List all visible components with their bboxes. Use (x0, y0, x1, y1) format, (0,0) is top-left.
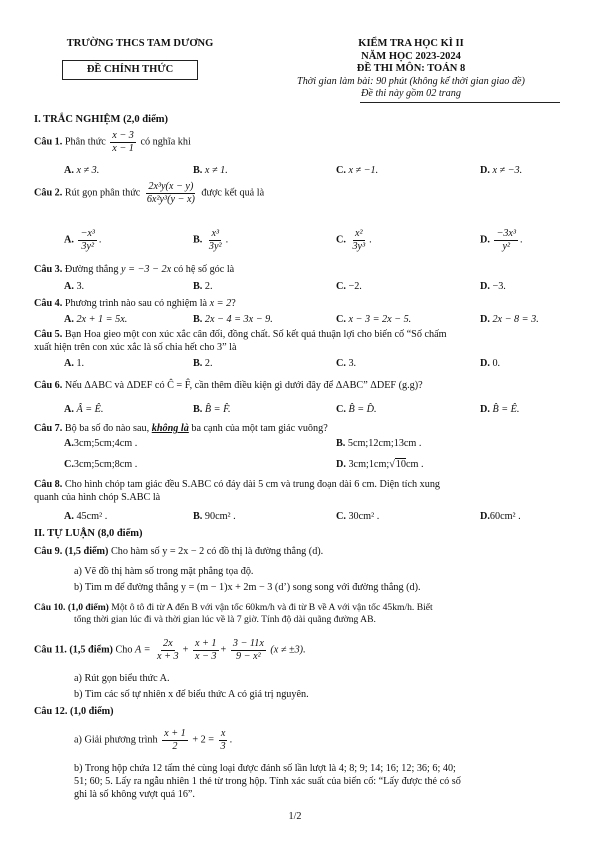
q12-fraction-left: $\frac{x + 1}{2}$ (164, 728, 186, 752)
q3-option-c: C. −2. (336, 281, 362, 292)
q11-lhs: A = (135, 644, 151, 656)
question-1 (34, 130, 191, 154)
q12-label: Câu 12. (1,0 điểm) (34, 706, 114, 717)
q11-part-b: b) Tìm các số tự nhiên x để biểu thức A có giá trị nguyên. (74, 689, 309, 700)
q6-option-a: A. Â = Ê. (64, 404, 104, 415)
q10-text-line2: tổng thời gian lúc đi và thời gian lúc về là 7 giờ. Tính độ dài quãng đường AB. (74, 614, 376, 625)
q11-fraction-1: $\frac{2x}{x + 3}$ (157, 638, 179, 662)
q1-fraction (110, 130, 136, 154)
question-9 (34, 546, 323, 557)
page-number: 1/2 (288, 811, 302, 822)
q11-fraction-2: $\frac{x + 1}{x - 3}$ (194, 638, 217, 662)
question-4 (34, 298, 236, 309)
question-11: Câu 11. (1,5 điểm) Cho A = $\frac{2x}{x + 3}$ + $\frac{x + 1}{x - 3}$ + $\frac{3 - 11x}{\text{9 − x²}}$ (x ≠ ±3). (34, 638, 306, 662)
q12-part-b-line3: ghi là số không vượt quá 16”. (74, 789, 195, 800)
question-3 (34, 264, 234, 275)
q12-fraction-right: $\frac{x}{3}$ (220, 728, 226, 752)
part2-title: II. TỰ LUẬN (8,0 điểm) (34, 528, 143, 539)
exam-subject: ĐỀ THI MÔN: TOÁN 8 (356, 63, 466, 74)
school-year: NĂM HỌC 2023-2024 (361, 51, 461, 62)
exam-title: KIỂM TRA HỌC KÌ II (358, 38, 464, 49)
q12-mid: + 2 = (192, 734, 214, 746)
q4-option-d: D. 2x − 8 = 3. (480, 314, 539, 325)
q2-tail: được kết quả là (201, 187, 265, 199)
q5-option-b: B. 2. (193, 358, 213, 369)
q9-part-a: a) Vẽ đồ thị hàm số trong mặt phẳng tọa độ. (74, 566, 254, 577)
q11-text: Cho (115, 644, 133, 656)
q3-option-d: D. −3. (480, 281, 506, 292)
exam-time: Thời gian làm bài: 90 phút (không kể thời gian giao đề) (297, 76, 525, 87)
header-divider (360, 102, 560, 103)
q5-text: Bạn Hoa gieo một con xúc xắc cân đối, đồng chất. Số kết quả thuận lợi cho biến cố “Số chấm (64, 329, 447, 340)
q12-part-a: a) Giải phương trình $\frac{x + 1}{2}$ + 2 = $\frac{x}{3}$ . (74, 728, 233, 752)
q4-expr: x = 2 (209, 298, 232, 309)
q6-option-b: B. B̂ = F̂. (193, 404, 231, 415)
q1-option-c: C. x ≠ −1. (336, 165, 379, 176)
q6-label: Câu 6. (34, 380, 63, 391)
q4-option-a: A. 2x + 1 = 5x. (64, 314, 128, 325)
q1-den: x − 1 (112, 142, 134, 154)
q8-text: Cho hình chóp tam giác đều S.ABC có đáy dài 5 cm và trung đoạn dài 6 cm. Diện tích xung (64, 479, 441, 490)
q3-text: Đường thẳng (64, 264, 119, 275)
q4-tail: ? (231, 298, 236, 309)
question-10 (34, 602, 433, 613)
q2-option-b: B. $\frac{\text{x³}}{\text{3y²}}$ . (193, 228, 229, 252)
q2-num: 2x³y(x − y) (148, 181, 194, 192)
q11-fraction-3: $\frac{3 - 11x}{\text{9 − x²}}$ (232, 638, 264, 662)
q9-text: Cho hàm số y = 2x − 2 có đồ thị là đường thẳng (d). (110, 546, 324, 557)
q1-label: Câu 1. (34, 136, 63, 148)
q12-part-b-line2: 51; 60; 5. Lấy ra ngẫu nhiên 1 thẻ từ trong hộp. Tính xác suất của biến cố: “Lấy được thẻ có số (74, 776, 461, 787)
q3-expr: y = −3 − 2x (121, 264, 172, 275)
question-8 (34, 479, 440, 490)
q2-option-d: D. $\frac{\text{−3x³}}{\text{y²}}$ . (480, 228, 523, 252)
q4-option-c: C. x − 3 = 2x − 5. (336, 314, 412, 325)
q11-label: Câu 11. (1,5 điểm) (34, 644, 113, 656)
q12-a-text: a) Giải phương trình (74, 734, 158, 746)
q2-fraction (145, 181, 197, 205)
q4-option-b: B. 2x − 4 = 3x − 9. (193, 314, 273, 325)
q2-option-a: A. $\frac{\text{−x³}}{\text{3y²}}$ . (64, 228, 102, 252)
q5-option-a: A. 1. (64, 358, 85, 369)
q7-emphasis: không là (151, 423, 189, 434)
q7-option-c: C.3cm;5cm;8cm . (64, 459, 138, 470)
q7-option-a: A.3cm;5cm;4cm . (64, 438, 138, 449)
q7-label: Câu 7. (34, 423, 63, 434)
q7-text-before: Bộ ba số đo nào sau, (64, 423, 150, 434)
q3-tail: có hệ số góc là (173, 264, 235, 275)
q3-option-a: A. 3. (64, 281, 85, 292)
q9-label: Câu 9. (1,5 điểm) (34, 546, 109, 557)
q1-num: x − 3 (112, 130, 134, 141)
q4-label: Câu 4. (34, 298, 63, 309)
q6-option-c: C. B̂ = D̂. (336, 404, 377, 415)
q8-text-line2: quanh của hình chóp S.ABC là (34, 492, 161, 503)
q1-text: Phân thức (64, 136, 106, 148)
q2-text: Rút gọn phân thức (64, 187, 141, 199)
q5-option-d: D. 0. (480, 358, 501, 369)
q7-text-after: ba cạnh của một tam giác vuông? (191, 423, 328, 434)
q11-condition: (x ≠ ±3). (270, 644, 306, 656)
q8-option-c: C. 30cm² . (336, 511, 380, 522)
q5-text-line2: xuất hiện trên con xúc xắc là số chia hết cho 3” là (34, 342, 237, 353)
q10-label: Câu 10. (1,0 điểm) (34, 602, 109, 613)
q8-option-a: A. 45cm² . (64, 511, 108, 522)
part1-title: I. TRẮC NGHIỆM (2,0 điểm) (34, 114, 168, 125)
question-6 (34, 380, 423, 391)
q9-part-b: b) Tìm m để đường thẳng y = (m − 1)x + 2m − 3 (d’) song song với đường thẳng (d). (74, 582, 421, 593)
q1-option-a: A. x ≠ 3. (64, 165, 100, 176)
q6-text: Nếu ΔABC và ΔDEF có Ĉ = F̂, cần thêm điều kiện gì dưới đây để ΔABC” ΔDEF (g.g)? (64, 380, 423, 391)
official-badge: ĐỀ CHÍNH THỨC (62, 60, 198, 80)
q2-label: Câu 2. (34, 187, 63, 199)
q6-option-d: D. B̂ = Ê. (480, 404, 520, 415)
page-count: Đề thi này gồm 02 trang (361, 88, 461, 99)
q8-option-b: B. 90cm² . (193, 511, 236, 522)
q3-label: Câu 3. (34, 264, 63, 275)
q8-option-d: D.60cm² . (480, 511, 521, 522)
q10-text: Một ô tô đi từ A đến B với vận tốc 60km/h và đi từ B về A với vận tốc 45km/h. Biết (111, 602, 433, 613)
q1-option-d: D. x ≠ −3. (480, 165, 523, 176)
q12-part-b-line1: b) Trong hộp chứa 12 tấm thẻ cùng loại được đánh số lần lượt là 4; 8; 9; 14; 16; 12; 36; 6; 40; (74, 763, 456, 774)
school-name: TRƯỜNG THCS TAM DƯƠNG (66, 38, 214, 49)
question-5 (34, 329, 447, 340)
q4-text: Phương trình nào sau có nghiệm là (64, 298, 208, 309)
q5-label: Câu 5. (34, 329, 63, 340)
q1-tail: có nghĩa khi (140, 136, 191, 148)
q3-option-b: B. 2. (193, 281, 213, 292)
q5-option-c: C. 3. (336, 358, 357, 369)
q1-option-b: B. x ≠ 1. (193, 165, 228, 176)
q7-option-d: D. 3cm;1cm;√10cm . (336, 459, 424, 470)
q2-option-c: C. $\frac{\text{x²}}{\text{3y³}}$ . (336, 228, 372, 252)
q2-den: 6x²y³(y − x) (146, 193, 195, 205)
question-7 (34, 423, 328, 434)
q11-part-a: a) Rút gọn biểu thức A. (74, 673, 170, 684)
question-2 (34, 181, 264, 205)
q8-label: Câu 8. (34, 479, 63, 490)
q7-option-b: B. 5cm;12cm;13cm . (336, 438, 422, 449)
